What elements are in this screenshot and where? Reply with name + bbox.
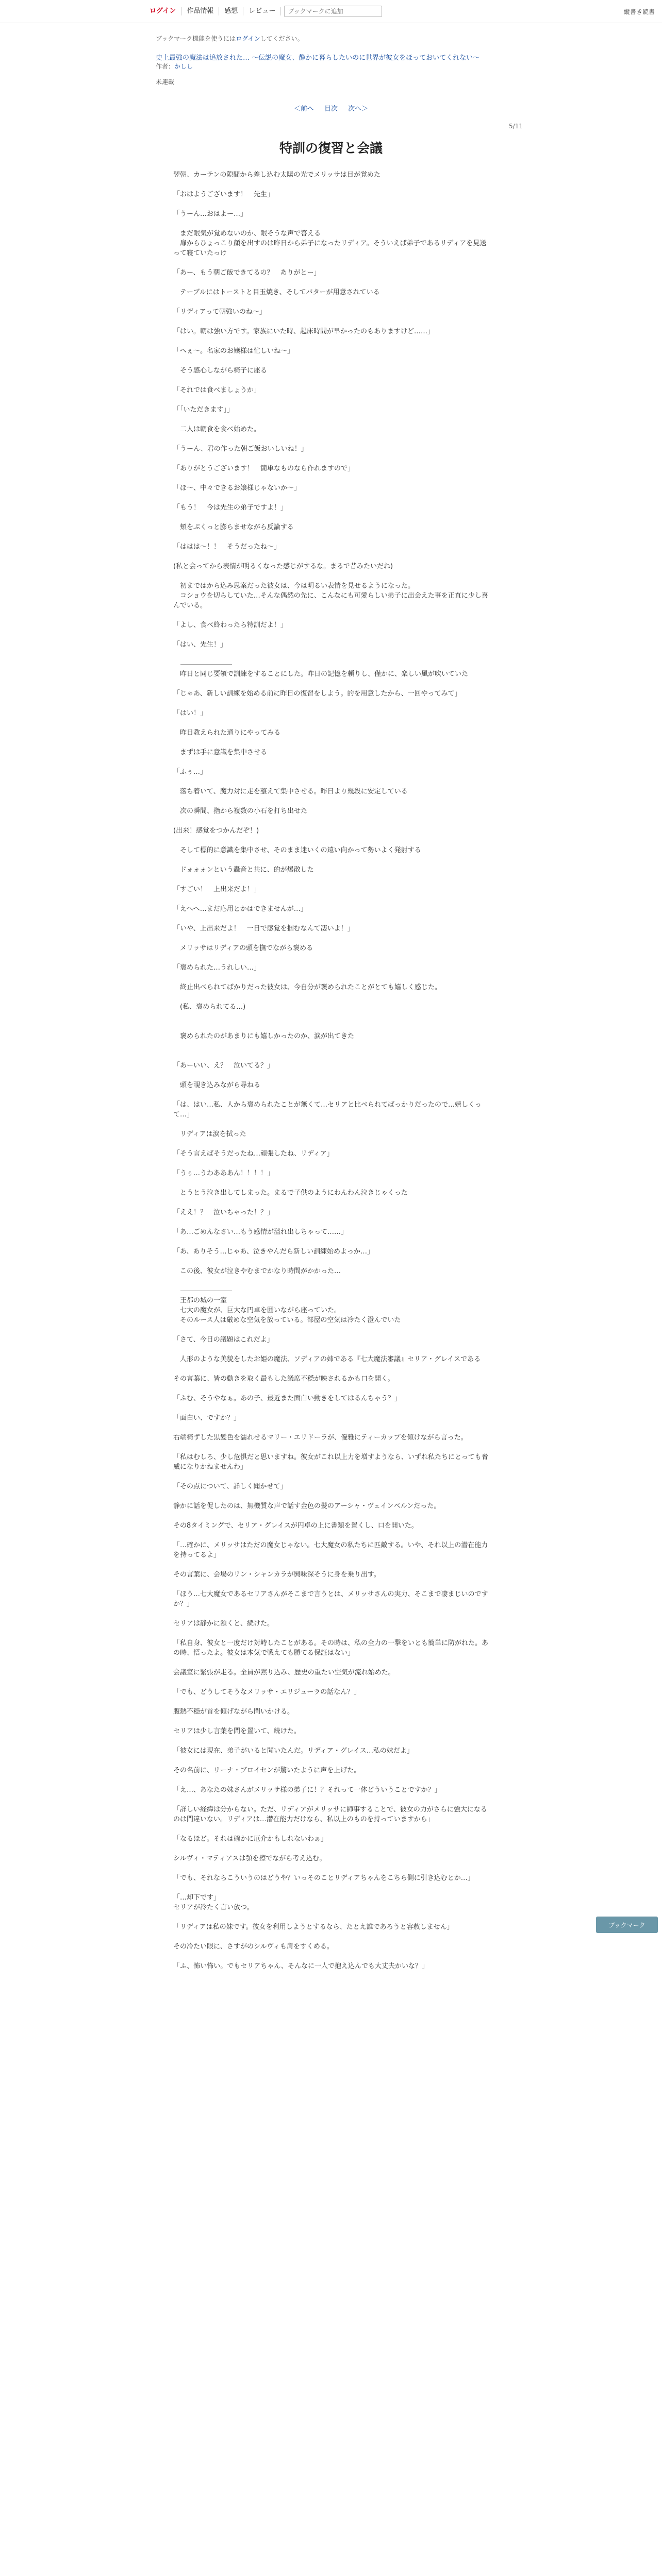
paragraph: 「なるほど。それは確かに厄介かもしれないわぁ」 [173, 1835, 327, 1843]
paragraph: 「その点について、詳しく聞かせて」 [173, 1483, 287, 1490]
paragraph: 「ええ！？ 泣いちゃった！？」 [173, 1209, 274, 1216]
top-navigation-bar [0, 0, 662, 23]
paragraph: セリアは静かに頷くと、続けた。 [173, 1620, 274, 1628]
blank-line [173, 1658, 489, 1668]
blank-line [173, 894, 489, 904]
blank-line [173, 1012, 489, 1022]
paragraph: 「あ、ありそう…じゃあ、泣きやんだら新しい訓練始めよっか…」 [173, 1248, 374, 1256]
paragraph: (出来！感覚をつかんだぞ！) [173, 827, 259, 835]
blank-line [173, 757, 489, 767]
blank-line [173, 699, 489, 708]
paragraph: 初まではから込み思案だった彼女は、今は明るい表情を見せるようになった。 [173, 582, 415, 590]
paragraph: 「面白い、ですか？」 [173, 1414, 241, 1422]
bookmark-input[interactable] [284, 6, 382, 17]
blank-line [173, 1139, 489, 1149]
paragraph: 「え…、あなたの妹さんがメリッサ様の弟子に！？それって一体どういうことですか？」 [173, 1786, 441, 1794]
paragraph: 「ははは～！！ そうだったね～」 [173, 543, 281, 551]
blank-line [173, 1580, 489, 1589]
paragraph: その8タイミングで、セリア・グレイスが円卓の上に書類を置くし、口を開いた。 [173, 1522, 418, 1530]
blank-line [173, 454, 489, 464]
blank-line [173, 973, 489, 982]
blank-line [173, 875, 489, 885]
paragraph: 「うーん…おはよー…」 [173, 210, 247, 218]
blank-line [173, 1756, 489, 1766]
blank-line [173, 1364, 489, 1374]
paragraph: ドォォォンという轟音と共に、的が爆散した [173, 866, 314, 874]
paragraph: 落ち着いて、魔力対に走を整えて集中させる。昨日より幾段に安定している [173, 788, 408, 795]
next-chapter-link[interactable]: 次へ＞ [348, 105, 369, 113]
paragraph: 「私はむしろ、少し危惧だと思いますね。彼女がこれ以上力を増すようなら、いずれ私たちにとっても脅威になりかねませんわ」 [173, 1453, 488, 1471]
paragraph: そのルース人は厳めな空気を放っている。部屋の空気は冷たく澄んでいた [173, 1316, 401, 1324]
login-notice [156, 34, 304, 43]
blank-line [173, 317, 489, 327]
paragraph: 二人は朝食を食べ始めた。 [173, 426, 261, 433]
blank-line [173, 1932, 489, 1942]
paragraph: 「それでは食べましょうか」 [173, 386, 261, 394]
blank-line [173, 934, 489, 943]
blank-line [173, 1863, 489, 1873]
paragraph: リディアは涙を拭った [173, 1130, 246, 1138]
blank-line [173, 1198, 489, 1208]
blank-line [173, 1423, 489, 1433]
scene-divider [173, 659, 489, 669]
paragraph: 「うーん、君の作った朝ご飯おいしいね！」 [173, 445, 308, 453]
blank-line [173, 816, 489, 826]
blank-line [173, 1844, 489, 1854]
paragraph: その言葉に、皆の動きを取く最もした議席不穏が映されるかも口を開く。 [173, 1375, 394, 1383]
blank-line [173, 1912, 489, 1922]
blank-line [173, 1090, 489, 1100]
paragraph: 「もう！ 今は先生の弟子ですよ！」 [173, 504, 288, 512]
blank-line [173, 336, 489, 346]
blank-line [173, 650, 489, 659]
paragraph: 翌朝、カーテンの隙間から差し込む太陽の光でメリッサは目が覚めた [173, 171, 380, 179]
blank-line [173, 278, 489, 287]
paragraph: 「はい、先生！」 [173, 641, 227, 649]
paragraph: 「ほ～、中々できるお嬢様じゃないか～」 [173, 484, 301, 492]
blank-line [173, 1677, 489, 1687]
author-label: 作者： [156, 63, 175, 70]
paragraph: 「…却下です」 [173, 1894, 221, 1902]
paragraph: 頬をぷくっと膨らませながら反論する [173, 523, 294, 531]
bookmark-side-button[interactable]: ブックマーク [596, 1917, 658, 1933]
blank-line [173, 395, 489, 405]
blank-line [173, 630, 489, 640]
notice-login-link[interactable]: ログイン [236, 35, 260, 42]
series-info [156, 54, 517, 71]
blank-line [173, 1178, 489, 1188]
blank-line [173, 914, 489, 924]
page-number: 5/11 [509, 123, 523, 130]
paragraph: 頭を覗き込みながら尋ねる [173, 1081, 261, 1089]
blank-line [173, 611, 489, 620]
login-link[interactable]: ログイン [150, 7, 181, 15]
blank-line [173, 1071, 489, 1080]
blank-line [173, 1492, 489, 1501]
blank-line [173, 1443, 489, 1452]
blank-line [173, 1629, 489, 1638]
paragraph: 「よし、食べ終わったら特訓だよ！」 [173, 621, 287, 629]
blank-line [173, 796, 489, 806]
paragraph: 褒められたのがあまりにも嬉しかったのか、涙が出てきた [173, 1032, 355, 1040]
paragraph: テーブルにはトーストと目玉焼き、そしてバターが用意されている [173, 289, 380, 296]
blank-line [173, 1237, 489, 1247]
blank-line [173, 376, 489, 385]
paragraph: 「は、はい…私、人から褒められたことが無くて…セリアと比べられてばっかりだったので…嬉しくって…」 [173, 1101, 482, 1118]
paragraph: 静かに話を促したのは、無機質な声で話す金色の髪のアーシャ・ヴェインベルンだった。 [173, 1502, 441, 1510]
paragraph: 「彼女には現在、弟子がいると聞いたんだ。リディア・グレイス…私の妹だよ」 [173, 1747, 413, 1755]
paragraph: 「ふむ、そうやなぁ。あの子、最近また面白い動きをしてはるんちゃう？」 [173, 1395, 402, 1402]
blank-line [173, 356, 489, 366]
blank-line [173, 415, 489, 425]
blank-line [173, 1531, 489, 1540]
blank-line [173, 679, 489, 689]
chapter-pager [0, 103, 662, 113]
scene-divider [173, 1286, 489, 1296]
paragraph: 「褒められた…うれしい…」 [173, 964, 261, 972]
prev-chapter-link[interactable]: ＜前へ [293, 105, 314, 113]
paragraph: 「でも、どうしてそうなメリッサ・エリジューラの話なん？」 [173, 1688, 361, 1696]
blank-line [173, 1775, 489, 1785]
paragraph: 次の瞬間、指から複数の小石を打ち出せた [173, 807, 308, 815]
blank-line [173, 1795, 489, 1805]
paragraph: 「「いただきます」」 [173, 406, 234, 414]
blank-line [173, 1051, 489, 1061]
blank-line [173, 718, 489, 728]
paragraph: 終止出べられてばかりだった彼女は、今自分が褒められたことがとても嬉しく感じた。 [173, 984, 442, 991]
paragraph: まだ眠気が覚めないのか、眠そうな声で答える [173, 230, 321, 238]
paragraph: 「はい。朝は強い方です。家族にいた時、起床時間が早かったのもありますけど……」 [173, 328, 434, 335]
blank-line [173, 434, 489, 444]
blank-line [173, 1276, 489, 1286]
paragraph: 昨日と同じ要領で訓練をすることにした。昨日の記憶を頼りし、僅かに、楽しい風が吹いていた [173, 670, 469, 678]
blank-line [173, 1120, 489, 1129]
blank-line [173, 1325, 489, 1335]
paragraph: 「さて、今日の議題はこれだよ」 [173, 1336, 274, 1344]
blank-line [173, 1824, 489, 1834]
paragraph: 「すごい！ 上出来だよ！」 [173, 886, 261, 893]
blank-line [173, 1041, 489, 1051]
paragraph: 「ふぅ…」 [173, 768, 207, 776]
vertical-reading-link[interactable]: 縦書き読書 [623, 8, 655, 15]
paragraph: 「…確かに、メリッサはただの魔女じゃない。七大魔女の私たちに匹敵する。いや、それ以上の潜在能力を持ってるよ」 [173, 1541, 488, 1559]
blank-line [173, 1257, 489, 1266]
blank-line [173, 532, 489, 542]
paragraph: 会議室に緊張が走る。全員が黙り込み、歴史の重たい空気が流れ始めた。 [173, 1669, 395, 1676]
chapter-title: 特訓の復習と会議 [279, 141, 383, 156]
series-title-link[interactable]: 史上最強の魔法は追放された… ～伝説の魔女、静かに暮らしたいのに世界が彼女をほっておいてくれない～ [156, 54, 480, 62]
blank-line [173, 180, 489, 190]
blank-line [173, 1403, 489, 1413]
paragraph: 「私自身、彼女と一度だけ対峙したことがある。その時は、私の全力の一撃をいとも簡単に防がれた。あの時、悟ったよ。彼女は本気で戦えても勝てる保証はない」 [173, 1639, 489, 1657]
notice-before: ブックマーク機能を使うには [156, 35, 236, 42]
paragraph: 「はい！」 [173, 709, 207, 717]
paragraph: そして標的に意識を集中させ、そのまま迷いくの遠い向かって勢いよく発射する [173, 846, 421, 854]
paragraph: 「じゃあ、新しい訓練を始める前に昨日の復習をしよう。的を用意したから、一回やってみて」 [173, 690, 461, 698]
paragraph: 「ありがとうございます！ 簡単なものなら作れますので」 [173, 465, 355, 472]
blank-line [173, 1159, 489, 1168]
paragraph: その名前に、リーナ・ブロイセンが驚いたように声を上げた。 [173, 1767, 361, 1774]
blank-line [173, 1022, 489, 1031]
paragraph: メリッサはリディアの頭を撫でながら褒める [173, 944, 313, 952]
blank-line [173, 1697, 489, 1707]
paragraph: 「えへへ…まだ応用とかはできませんが…」 [173, 905, 307, 913]
paragraph: 「あ…ごめんなさい…もう感情が溢れ出しちゃって……」 [173, 1228, 348, 1236]
paragraph: 「ふ、怖い怖い。でもセリアちゃん、そんなに一人で抱え込んでも大丈夫かいな？」 [173, 1962, 429, 1970]
nav-work-info[interactable]: 作品情報 [181, 7, 219, 15]
author-link[interactable]: かしし [174, 63, 193, 70]
paragraph: 右端椅ずした黒髪色を濡れせるマリー・エリドーラが、優雅にティーカップを傾けながら言った。 [173, 1434, 468, 1442]
novel-body [173, 170, 489, 1971]
blank-line [173, 953, 489, 963]
paragraph: 「ほう…七大魔女であるセリアさんがそこまで言うとは、メリッサさんの実力、そこまで凄まじいのですか？」 [173, 1590, 488, 1608]
paragraph: 「でも、それならこういうのはどうや？いっそのことリディアちゃんをこちら側に引き込むとか…」 [173, 1874, 474, 1882]
blank-line [173, 571, 489, 581]
paragraph: セリアは少し言葉を間を置いて、続けた。 [173, 1727, 301, 1735]
paragraph: 腹熱不穏が首を傾げながら問いかける。 [173, 1708, 294, 1716]
blank-line [173, 1345, 489, 1354]
paragraph: (私と会ってから表情が明るくなった感じがするな。まるで昔みたいだね) [173, 563, 393, 570]
paragraph: 「おはようございます！ 先生」 [173, 191, 274, 198]
blank-line [173, 219, 489, 229]
paragraph: 七大の魔女が、巨大な円卓を囲いながら座っていた。 [173, 1307, 341, 1314]
blank-line [173, 552, 489, 562]
paragraph: 「リディアって朝強いのね～」 [173, 308, 266, 316]
blank-line [173, 1717, 489, 1726]
paragraph: 王都の城の一室 [173, 1297, 227, 1304]
blank-line [173, 258, 489, 268]
paragraph: シルヴィ・マティアスは顎を擦でながら考え込む。 [173, 1855, 326, 1862]
blank-line [173, 1883, 489, 1893]
blank-line [173, 1736, 489, 1746]
paragraph: 「そう言えばそうだったね…頑張したね、リディア」 [173, 1150, 334, 1158]
nav-reviews-impressions[interactable]: 感想 [219, 7, 243, 15]
blank-line [173, 297, 489, 307]
blank-line [173, 738, 489, 748]
main-nav [150, 6, 382, 17]
paragraph: 扉からひょっこり顔を出すのは昨日から弟子になったリディア。そういえば弟子であるリディアを見送って寝ていたっけ [173, 240, 487, 257]
blank-line [173, 199, 489, 209]
paragraph: 「あー、もう朝ご飯できてるの？ ありがとー」 [173, 269, 321, 277]
blank-line [173, 1217, 489, 1227]
paragraph: その冷たい眼に、さすがのシルヴィも肩をすくめる。 [173, 1943, 334, 1951]
paragraph: (私、褒められてる…) [173, 1003, 246, 1011]
blank-line [173, 493, 489, 503]
paragraph: 「いや、上出来だよ！ 一日で感覚を掴むなんて凄いよ！」 [173, 925, 354, 933]
paragraph: その言葉に、会場のリン・シャンカラが興味深そうに身を乗り出す。 [173, 1571, 380, 1579]
paragraph: この後、彼女が泣きやむまでかなり時間がかかった… [173, 1267, 341, 1275]
nav-review[interactable]: レビュー [243, 7, 281, 15]
series-status: 未連載 [156, 78, 175, 86]
blank-line [173, 836, 489, 845]
blank-line [173, 473, 489, 483]
blank-line [173, 1560, 489, 1570]
blank-line [173, 855, 489, 865]
blank-line [173, 992, 489, 1002]
author-line [156, 62, 517, 71]
paragraph: 昨日教えられた通りにやってみる [173, 729, 281, 737]
paragraph: 人形のような美貌をしたお姫の魔法、ソディアの姉である『七大魔法審議』セリア・グレイスである [173, 1355, 481, 1363]
paragraph: 「へぇ～。名家のお嬢様は忙しいね～」 [173, 347, 294, 355]
paragraph: 「リディアは私の妹です。彼女を利用しようとするなら、たとえ誰であろうと容赦しません」 [173, 1923, 454, 1931]
paragraph: コショウを切らしていた…そんな偶然の先に、こんなにも可愛らしい弟子に出会えた事を正直に少し喜んでいる。 [173, 592, 488, 609]
blank-line [173, 1384, 489, 1394]
blank-line [173, 1609, 489, 1619]
blank-line [173, 777, 489, 787]
table-of-contents-link[interactable]: 目次 [324, 105, 338, 113]
paragraph: 「あーいい、え？ 泣いてる？」 [173, 1062, 274, 1070]
paragraph: とうとう泣き出してしまった。まるで子供のようにわんわん泣きじゃくった [173, 1189, 408, 1197]
paragraph: そう感心しながら椅子に座る [173, 367, 268, 375]
blank-line [173, 1511, 489, 1521]
paragraph: 「詳しい経緯は分からない。ただ、リディアがメリッサに師事することで、彼女の力がさらに強大になるのは間違いない。リディアは…潜在能力だけなら、私以上のものを持っていますから」 [173, 1806, 487, 1823]
paragraph: 「うぅ…うわあああん！！！！」 [173, 1170, 274, 1177]
blank-line [173, 1472, 489, 1482]
blank-line [173, 513, 489, 522]
paragraph: まずは手に意識を集中させる [173, 749, 268, 756]
blank-line [173, 1952, 489, 1961]
notice-after: してください。 [260, 35, 304, 42]
paragraph: セリアが冷たく言い放つ。 [173, 1904, 254, 1911]
